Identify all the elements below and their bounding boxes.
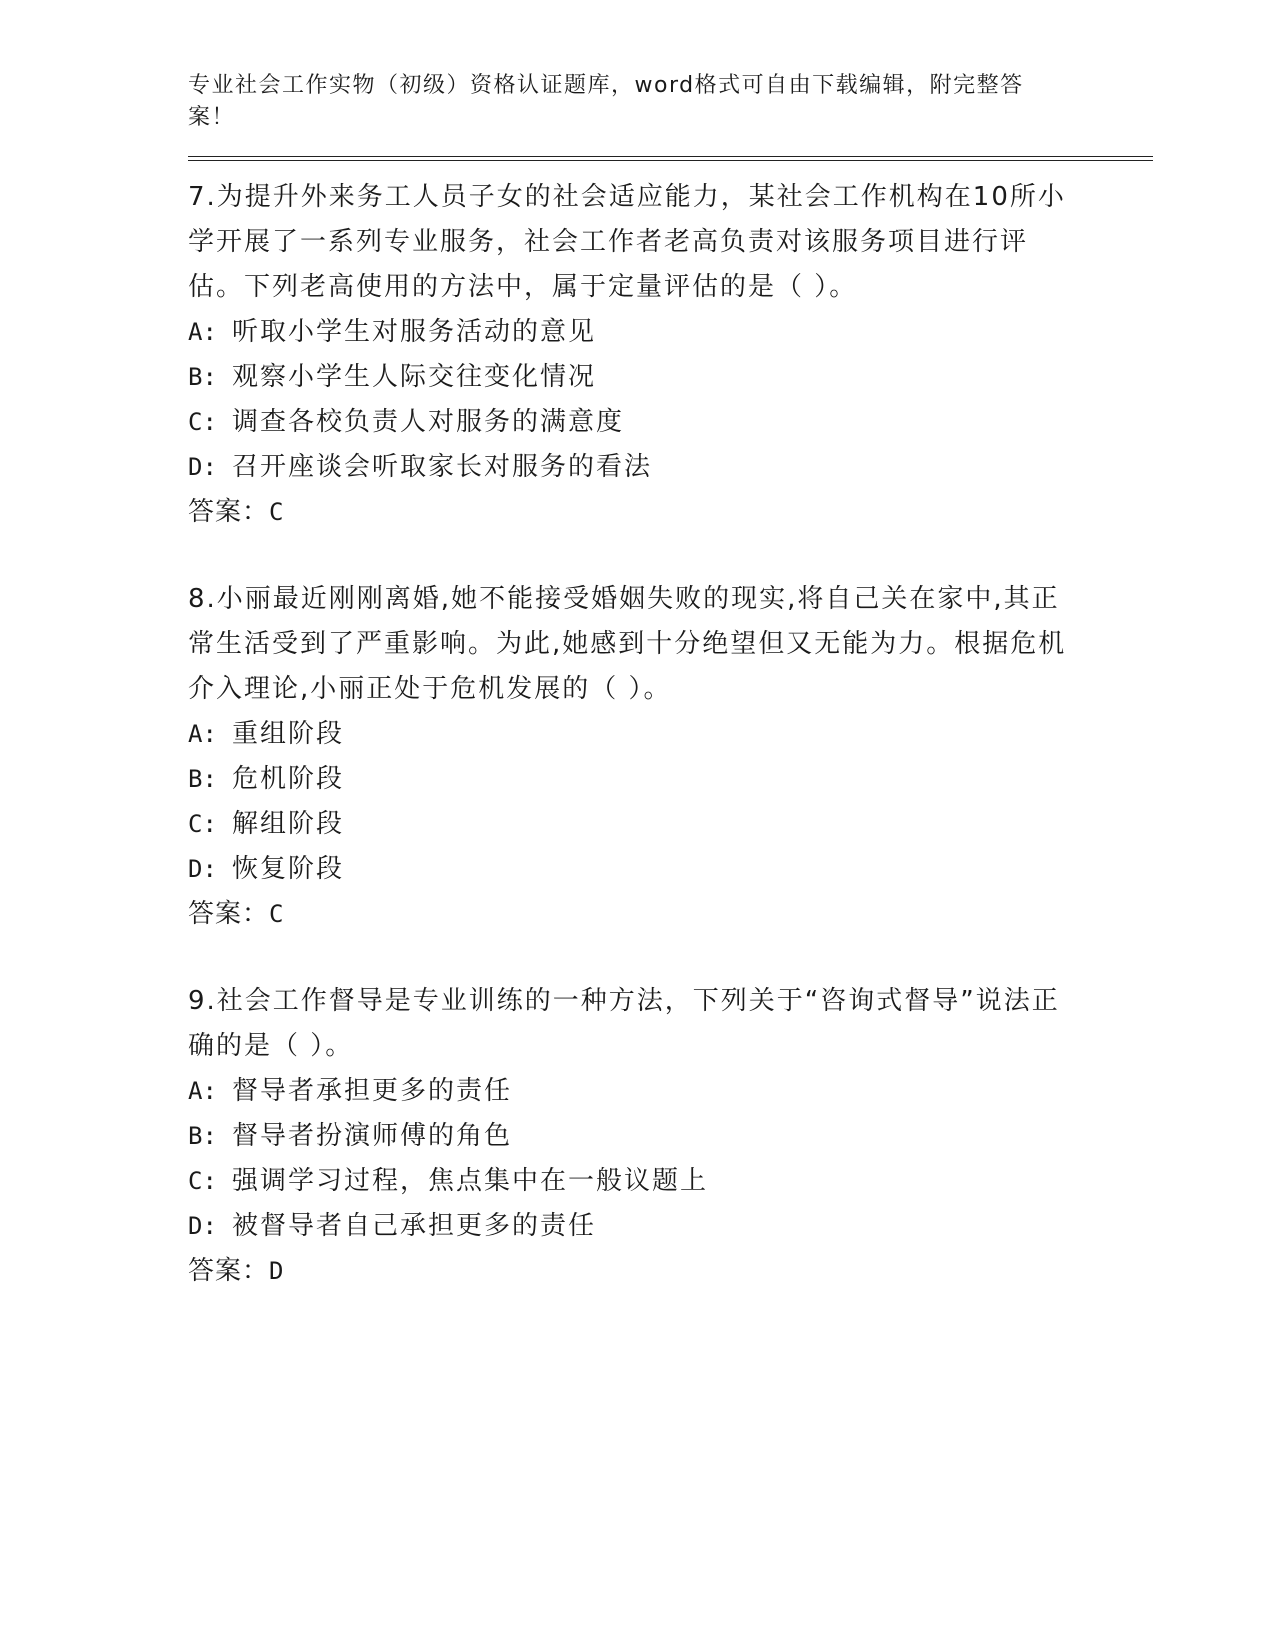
option-text: 督导者承担更多的责任: [232, 1076, 513, 1106]
option-a: [188, 712, 1148, 757]
option-text: 恢复阶段: [232, 854, 345, 884]
option-letter: B:: [188, 765, 217, 793]
answer-label: 答案：: [188, 1256, 270, 1286]
option-letter: A:: [188, 1077, 217, 1105]
option-text: 重组阶段: [232, 719, 345, 749]
option-list: [188, 1069, 1148, 1249]
option-d: [188, 847, 1148, 892]
question-stem: 9.社会工作督导是专业训练的一种方法，下列关于“咨询式督导”说法正确的是（ ）。: [188, 986, 1060, 1061]
option-b: [188, 1114, 1148, 1159]
option-text: 解组阶段: [232, 809, 345, 839]
option-text: 强调学习过程，焦点集中在一般议题上: [232, 1166, 709, 1196]
option-text: 督导者扮演师傅的角色: [232, 1121, 513, 1151]
document-header: 专业社会工作实物（初级）资格认证题库，word格式可自由下载编辑，附完整答案！: [188, 73, 1024, 130]
option-d: [188, 1204, 1148, 1249]
answer-value: D: [269, 1257, 285, 1285]
option-d: [188, 445, 1148, 490]
answer-line: [188, 1249, 1148, 1294]
question-8: [188, 577, 1148, 937]
option-letter: B:: [188, 1122, 217, 1150]
option-a: [188, 1069, 1148, 1114]
header-double-rule: [188, 156, 1153, 161]
option-letter: A:: [188, 720, 217, 748]
option-text: 调查各校负责人对服务的满意度: [232, 407, 625, 437]
answer-line: [188, 490, 1148, 535]
option-text: 听取小学生对服务活动的意见: [232, 317, 597, 347]
option-letter: A:: [188, 318, 217, 346]
answer-line: [188, 892, 1148, 937]
answer-value: C: [269, 498, 285, 526]
question-7: [188, 175, 1148, 535]
question-9: [188, 979, 1148, 1294]
option-c: [188, 1159, 1148, 1204]
option-letter: D:: [188, 453, 217, 481]
option-b: [188, 757, 1148, 802]
option-letter: D:: [188, 1212, 217, 1240]
option-letter: C:: [188, 1167, 217, 1195]
option-letter: D:: [188, 855, 217, 883]
option-list: [188, 310, 1148, 490]
option-a: [188, 310, 1148, 355]
option-text: 观察小学生人际交往变化情况: [232, 362, 597, 392]
answer-label: 答案：: [188, 497, 270, 527]
option-letter: C:: [188, 408, 217, 436]
answer-label: 答案：: [188, 899, 270, 929]
answer-value: C: [269, 900, 285, 928]
option-text: 召开座谈会听取家长对服务的看法: [232, 452, 653, 482]
option-c: [188, 400, 1148, 445]
option-text: 危机阶段: [232, 764, 345, 794]
option-letter: C:: [188, 810, 217, 838]
option-letter: B:: [188, 363, 217, 391]
option-text: 被督导者自己承担更多的责任: [232, 1211, 597, 1241]
question-stem: 7.为提升外来务工人员子女的社会适应能力，某社会工作机构在10所小学开展了一系列专业服务，社会工作者老高负责对该服务项目进行评估。下列老高使用的方法中，属于定量评估的是（ ）。: [188, 182, 1066, 302]
question-stem: 8.小丽最近刚刚离婚,她不能接受婚姻失败的现实,将自己关在家中,其正常生活受到了严重影响。为此,她感到十分绝望但又无能为力。根据危机介入理论,小丽正处于危机发展的（ ）。: [188, 584, 1067, 704]
document-page: [188, 70, 1148, 1294]
option-b: [188, 355, 1148, 400]
option-c: [188, 802, 1148, 847]
option-list: [188, 712, 1148, 892]
